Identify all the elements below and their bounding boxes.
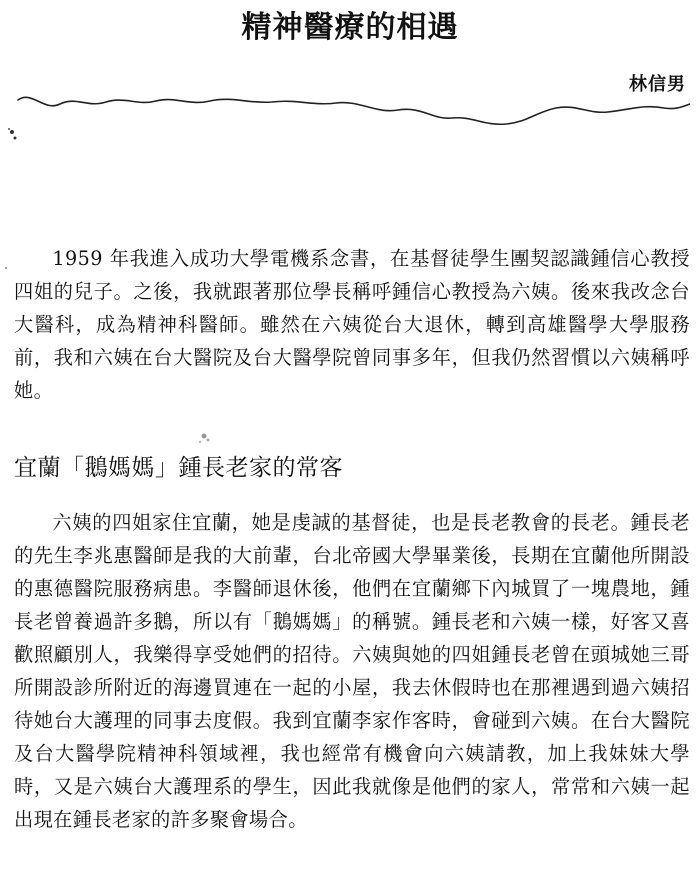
intro-paragraph: 1959 年我進入成功大學電機系念書，在基督徒學生團契認識鍾信心教授四姐的兒子。之後，我就跟著那位學長稱呼鍾信心教授為六姨。後來我改念台大醫科，成為精神科醫師。雖然在六姨從台大退休，轉到高雄醫學大學服務前，我和六姨在台大醫院及台大醫學院曾同事多年，但我仍然習慣以六姨稱呼她。 (14, 247, 690, 402)
section-paragraph: 六姨的四姐家住宜蘭，她是虔誠的基督徒，也是長老教會的長老。鍾長老的先生李兆惠醫師是我的大前輩，台北帝國大學畢業後，長期在宜蘭他所開設的惠德醫院服務病患。李醫師退休後，他們在宜蘭鄉下內城買了一塊農地，鍾長老曾養過許多鵝，所以有「鵝媽媽」的稱號。鍾長老和六姨一樣，好客又喜歡照顧別人，我樂得享受她們的招待。六姨與她的四姐鍾長老曾在頭城她三哥所開設診所附近的海邊買連在一起的小屋，我去休假時也在那裡遇到過六姨招待她台大護理的同事去度假。我到宜蘭李家作客時，會碰到六姨。在台大醫院及台大醫學院精神科領域裡，我也經常有機會向六姨請教，加上我妹妹大學時，又是六姨台大護理系的學生，因此我就像是他們的家人，常常和六姨一起出現在鍾長老家的許多聚會場合。 (14, 511, 690, 831)
author-name: 林信男 (629, 74, 686, 95)
article-title: 精神醫療的相遇 (241, 10, 459, 45)
section-heading: 宜蘭「鵝媽媽」鍾長老家的常客 (14, 455, 343, 481)
